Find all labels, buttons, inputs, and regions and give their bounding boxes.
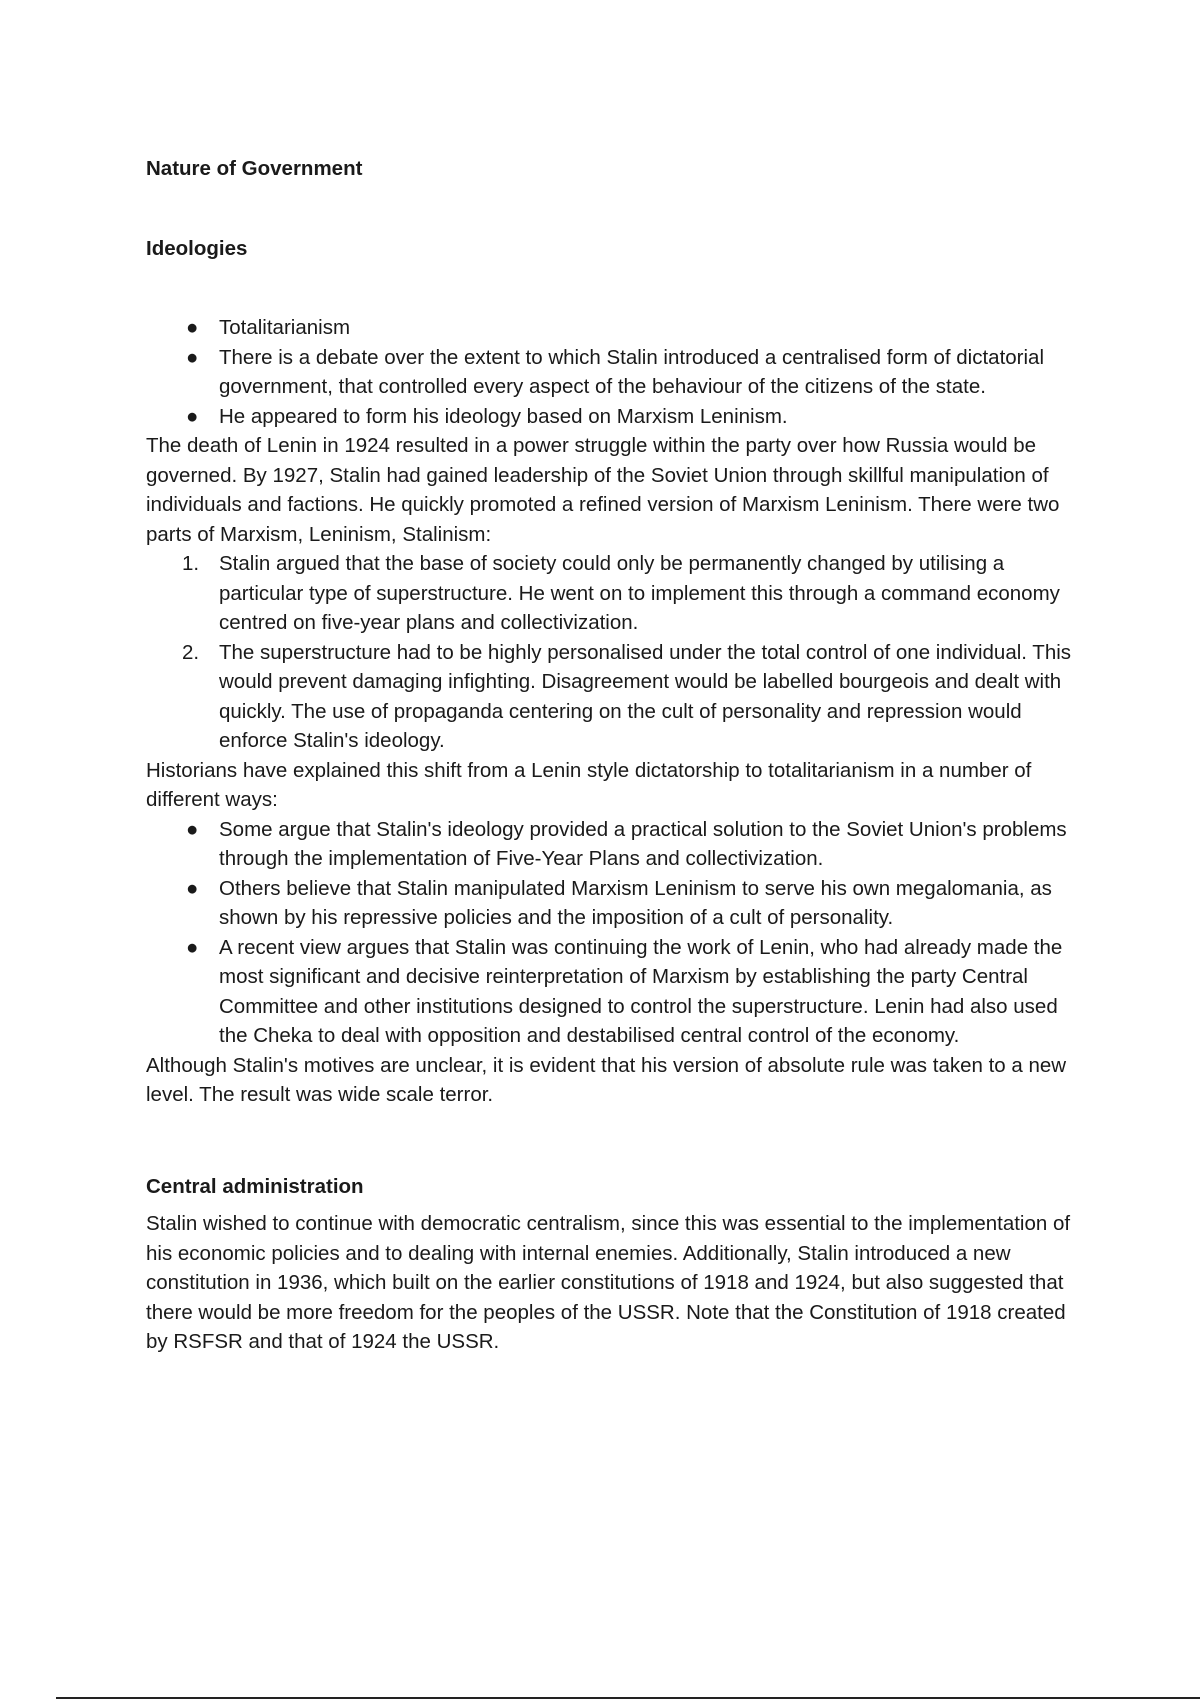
page-bottom-divider — [56, 1697, 1200, 1699]
bullet-icon: ● — [186, 817, 199, 841]
list-item — [186, 313, 1076, 343]
bullet-icon: ● — [186, 316, 199, 339]
list-item — [182, 638, 1076, 756]
list-item — [186, 343, 1076, 402]
list-number: 1. — [182, 552, 200, 575]
list-item — [186, 933, 1076, 1051]
section-heading-central-administration: Central administration — [146, 1174, 364, 1198]
bullet-icon: ● — [186, 876, 199, 900]
list-item — [186, 874, 1076, 933]
list-item-text: There is a debate over the extent to which Stalin introduced a centralised form of dictatorial government, that controlled every aspect of the behaviour of the citizens of the state. — [219, 345, 1045, 398]
list-item-text: A recent view argues that Stalin was continuing the work of Lenin, who had already made the most significant and decisive reinterpretation of Marxism by establishing the party Central Committee and other institutions designed to control the superstructure. Lenin had also used the Cheka to deal with opposition and destabilised central control of the economy. — [219, 935, 1063, 1047]
paragraph-historians: Historians have explained this shift from a Lenin style dictatorship to totalitarianism in a number of different ways: — [146, 758, 1032, 811]
stalinism-numbered-list — [146, 549, 1076, 756]
ideologies-bullet-list — [146, 313, 1076, 431]
historians-bullet-list — [146, 815, 1076, 1051]
list-item — [186, 815, 1076, 874]
document-page — [146, 154, 1076, 1357]
list-item-text: Some argue that Stalin's ideology provided a practical solution to the Soviet Union's problems through the implementation of Five-Year Plans and collectivization. — [219, 817, 1067, 870]
page-title: Nature of Government — [146, 157, 363, 180]
list-item — [186, 402, 1076, 432]
section-heading-ideologies: Ideologies — [146, 236, 248, 260]
paragraph-conclusion: Although Stalin's motives are unclear, it is evident that his version of absolute rule was taken to a new level. The result was wide scale terror. — [146, 1053, 1067, 1106]
paragraph-lenin-death: The death of Lenin in 1924 resulted in a power struggle within the party over how Russia would be governed. By 1927, Stalin had gained leadership of the Soviet Union through skillful manipulation of individuals and factions. He quickly promoted a refined version of Marxism Leninism. There were two parts of Marxism, Leninism, Stalinism: — [146, 434, 1060, 546]
list-item-text: The superstructure had to be highly personalised under the total control of one individual. This would prevent damaging infighting. Disagreement would be labelled bourgeois and dealt with quickly. The use of propaganda centering on the cult of personality and repression would enforce Stalin's ideology. — [219, 640, 1072, 752]
bullet-icon: ● — [186, 935, 199, 959]
list-item — [182, 549, 1076, 638]
list-item-text: He appeared to form his ideology based on Marxism Leninism. — [219, 404, 788, 428]
list-number: 2. — [182, 640, 200, 664]
list-item-text: Others believe that Stalin manipulated Marxism Leninism to serve his own megalomania, as shown by his repressive policies and the imposition of a cult of personality. — [219, 876, 1052, 929]
bullet-icon: ● — [186, 404, 199, 428]
paragraph-central-administration: Stalin wished to continue with democratic centralism, since this was essential to the implementation of his economic policies and to dealing with internal enemies. Additionally, Stalin introduced a new constitution in 1936, which built on the earlier constitutions of 1918 and 1924, but also suggested that there would be more freedom for the peoples of the USSR. Note that the Constitution of 1918 created by RSFSR and that of 1924 the USSR. — [146, 1212, 1071, 1353]
bullet-icon: ● — [186, 345, 199, 369]
list-item-text: Stalin argued that the base of society could only be permanently changed by utilising a particular type of superstructure. He went on to implement this through a command economy centred on five-year plans and collectivization. — [219, 552, 1060, 634]
list-item-text: Totalitarianism — [219, 316, 351, 339]
